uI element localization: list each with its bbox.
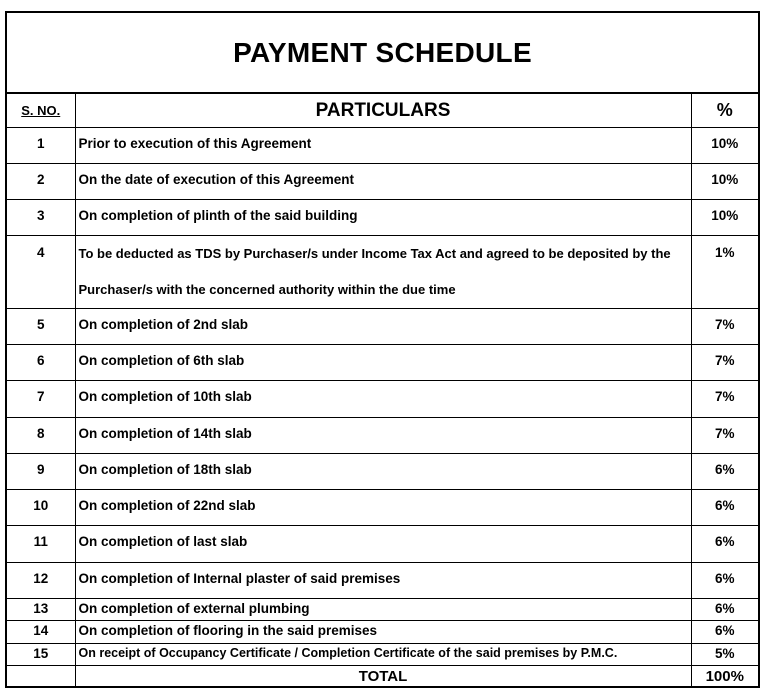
total-label: TOTAL	[75, 666, 691, 687]
row-particulars: On completion of 6th slab	[75, 345, 691, 381]
table-row	[7, 418, 758, 454]
row-percent: 5%	[691, 644, 758, 666]
row-percent: 7%	[691, 418, 758, 454]
header-percent: %	[691, 94, 758, 128]
row-particulars: On completion of flooring in the said premises	[75, 621, 691, 644]
row-sno: 12	[7, 563, 75, 599]
row-particulars: Prior to execution of this Agreement	[75, 128, 691, 164]
row-particulars: On completion of external plumbing	[75, 599, 691, 621]
row-particulars: On completion of plinth of the said building	[75, 200, 691, 236]
row-particulars: On completion of Internal plaster of said premises	[75, 563, 691, 599]
row-percent: 6%	[691, 490, 758, 526]
header-row	[7, 94, 758, 128]
table-row	[7, 621, 758, 644]
row-sno: 6	[7, 345, 75, 381]
payment-schedule-sheet	[5, 11, 760, 688]
row-sno: 5	[7, 309, 75, 345]
table-row	[7, 128, 758, 164]
row-sno: 14	[7, 621, 75, 644]
total-percent: 100%	[691, 666, 758, 687]
header-sno: S. NO.	[7, 94, 75, 128]
table-row	[7, 236, 758, 309]
row-particulars: On completion of last slab	[75, 526, 691, 563]
row-sno: 11	[7, 526, 75, 563]
row-sno: 9	[7, 454, 75, 490]
row-percent: 7%	[691, 309, 758, 345]
row-percent: 7%	[691, 345, 758, 381]
total-sno-blank	[7, 666, 75, 687]
row-particulars: On the date of execution of this Agreement	[75, 164, 691, 200]
header-particulars: PARTICULARS	[75, 94, 691, 128]
row-percent: 10%	[691, 164, 758, 200]
row-sno: 10	[7, 490, 75, 526]
table-row	[7, 490, 758, 526]
page-title: PAYMENT SCHEDULE	[233, 36, 532, 68]
row-percent: 6%	[691, 526, 758, 563]
row-sno: 4	[7, 236, 75, 309]
table-row	[7, 644, 758, 666]
row-sno: 8	[7, 418, 75, 454]
row-particulars: On receipt of Occupancy Certificate / Completion Certificate of the said premises by P.M.C.	[75, 644, 691, 666]
row-particulars: On completion of 22nd slab	[75, 490, 691, 526]
row-sno: 13	[7, 599, 75, 621]
row-percent: 6%	[691, 563, 758, 599]
row-sno: 3	[7, 200, 75, 236]
row-percent: 10%	[691, 200, 758, 236]
row-sno: 1	[7, 128, 75, 164]
table-row	[7, 200, 758, 236]
row-percent: 6%	[691, 454, 758, 490]
table-row	[7, 345, 758, 381]
row-percent: 10%	[691, 128, 758, 164]
schedule-table	[7, 94, 758, 686]
table-row	[7, 309, 758, 345]
row-percent: 6%	[691, 599, 758, 621]
row-particulars: On completion of 2nd slab	[75, 309, 691, 345]
row-particulars: On completion of 18th slab	[75, 454, 691, 490]
row-particulars: On completion of 10th slab	[75, 381, 691, 418]
row-particulars: On completion of 14th slab	[75, 418, 691, 454]
row-percent: 6%	[691, 621, 758, 644]
row-percent: 7%	[691, 381, 758, 418]
table-row	[7, 381, 758, 418]
row-sno: 2	[7, 164, 75, 200]
row-sno: 7	[7, 381, 75, 418]
table-row	[7, 164, 758, 200]
row-particulars: To be deducted as TDS by Purchaser/s under Income Tax Act and agreed to be deposited by the Purchaser/s with the concerned authority within the due time	[75, 236, 691, 309]
title-row	[7, 13, 758, 94]
total-row	[7, 666, 758, 687]
table-row	[7, 599, 758, 621]
table-row	[7, 454, 758, 490]
row-percent: 1%	[691, 236, 758, 309]
table-row	[7, 526, 758, 563]
table-row	[7, 563, 758, 599]
row-sno: 15	[7, 644, 75, 666]
